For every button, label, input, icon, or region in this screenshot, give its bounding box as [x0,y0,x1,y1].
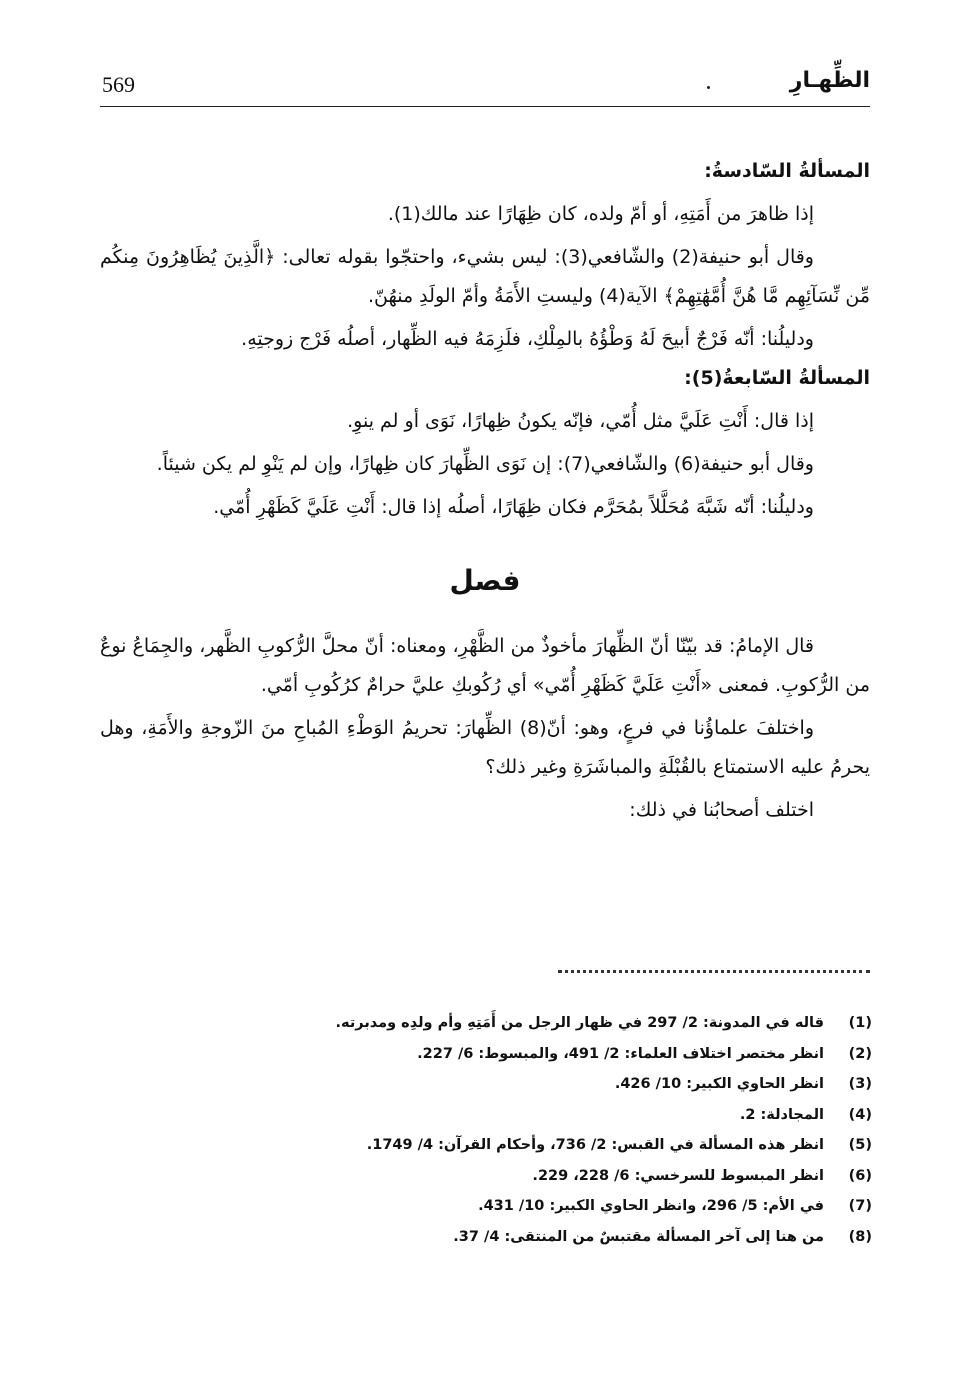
footnote-number: (4) [848,1106,872,1123]
footnote-number: (6) [848,1167,872,1184]
page-number: 569 [102,72,135,97]
footnote [300,1161,872,1192]
footnote [300,1039,872,1070]
footnote [300,1222,872,1253]
footnote-text: قاله في المدونة: 2/ 297 في ظهار الرجل من أَمَتِهِ وأم ولدِه ومدبرته. [335,1015,824,1032]
running-head: الظِّهـارِ [789,68,870,93]
footnote-number: (8) [848,1228,872,1245]
footnote [300,1069,872,1100]
paragraph: واختلفَ علماؤُنا في فرعٍ، وهو: أنّ(8) الظِّهارَ: تحريمُ الوَطْءِ المُباحِ منَ الزّوجةِ والأَمَةِ، وهل يحرمُ عليه الاستمتاع بالقُبْلَةِ والمباشَرَةِ وغير ذلك؟ [100,717,870,778]
section-title: فصل [449,564,521,597]
paragraph: وقال أبو حنيفة(6) والشّافعي(7): إن نَوَى الظِّهارَ كان ظِهارًا، وإن لم يَنْوِ لم يكن شيئاً. [156,453,814,475]
paragraph: اختلف أصحابُنا في ذلك: [629,799,814,821]
paragraph: قال الإمامُ: قد بيّنّا أنّ الظِّهارَ مأخوذٌ من الظَّهْرِ، ومعناه: أنّ محلَّ الرُّكوبِ الظَّهر، والجِمَاعُ نوعٌ من الرُّكوبِ. فمعنى «أَنْتِ عَلَيَّ كَظَهْرِ أُمّي» أي رُكُوبكِ عليَّ حرامٌ كرُكُوبِ أمّي. [100,635,870,696]
footnote-number: (3) [848,1076,872,1093]
paragraph: إذا ظاهرَ من أَمَتِهِ، أو أمّ ولده، كان ظِهَارًا عند مالك(1). [387,203,814,225]
footnote [300,1130,872,1161]
main-text [100,152,870,830]
footnotes [300,1008,872,1252]
footnote-text: انظر هذه المسألة في القبس: 2/ 736، وأحكام القرآن: 4/ 1749. [366,1137,824,1154]
footnote-number: (5) [848,1137,872,1154]
footnote-text: انظر مختصر اختلاف العلماء: 2/ 491، والمبسوط: 6/ 227. [417,1045,824,1062]
heading-issue-6: المسألةُ السّادسةُ: [704,160,870,182]
paragraph: وقال أبو حنيفة(2) والشّافعي(3): ليس بشيء، واحتجّوا بقوله تعالى: ﴿الَّذِينَ يُظَاهِرُونَ مِنكُم مِّن نِّسَآئِهِم مَّا هُنَّ أُمَّهَٰتِهِمْ﴾ الآية(4) وليستِ الأَمَةُ وأمّ الولَدِ منهُنّ. [100,246,870,307]
header-dot [707,86,710,89]
page-header [100,66,870,107]
footnote [300,1100,872,1131]
footnote [300,1191,872,1222]
footnote-text: انظر المبسوط للسرخسي: 6/ 228، 229. [532,1167,824,1184]
footnote-text: انظر الحاوي الكبير: 10/ 426. [614,1076,824,1093]
footnote [300,1008,872,1039]
footnote-number: (1) [848,1015,872,1032]
heading-issue-7: المسألةُ السّابعةُ(5): [684,367,870,389]
paragraph: إذا قال: أَنْتِ عَلَيَّ مثل أُمّي، فإنّه يكونُ ظِهارًا، نَوَى أو لم ينوِ. [347,410,814,432]
paragraph: ودليلُنا: أنّه فَرْجٌ أبيحَ لَهُ وَطْؤُهُ بالمِلْكِ، فلَزِمَهُ فيه الظِّهار، أصلُه فَرْج زوجتِهِ. [241,328,814,350]
footnote-number: (7) [848,1198,872,1215]
footnote-separator [558,970,870,973]
footnote-text: المجادلة: 2. [739,1106,824,1123]
paragraph: ودليلُنا: أنّه شَبَّهَ مُحَلَّلاً بمُحَرَّم فكان ظِهَارًا، أصلُه إذا قال: أَنْتِ عَلَيَّ كَظَهْرِ أُمّي. [213,496,814,518]
footnote-number: (2) [848,1045,872,1062]
footnote-text: من هنا إلى آخر المسألة مقتبسٌ من المنتقى: 4/ 37. [453,1228,824,1245]
footnote-text: في الأم: 5/ 296، وانظر الحاوي الكبير: 10/ 431. [478,1198,824,1215]
